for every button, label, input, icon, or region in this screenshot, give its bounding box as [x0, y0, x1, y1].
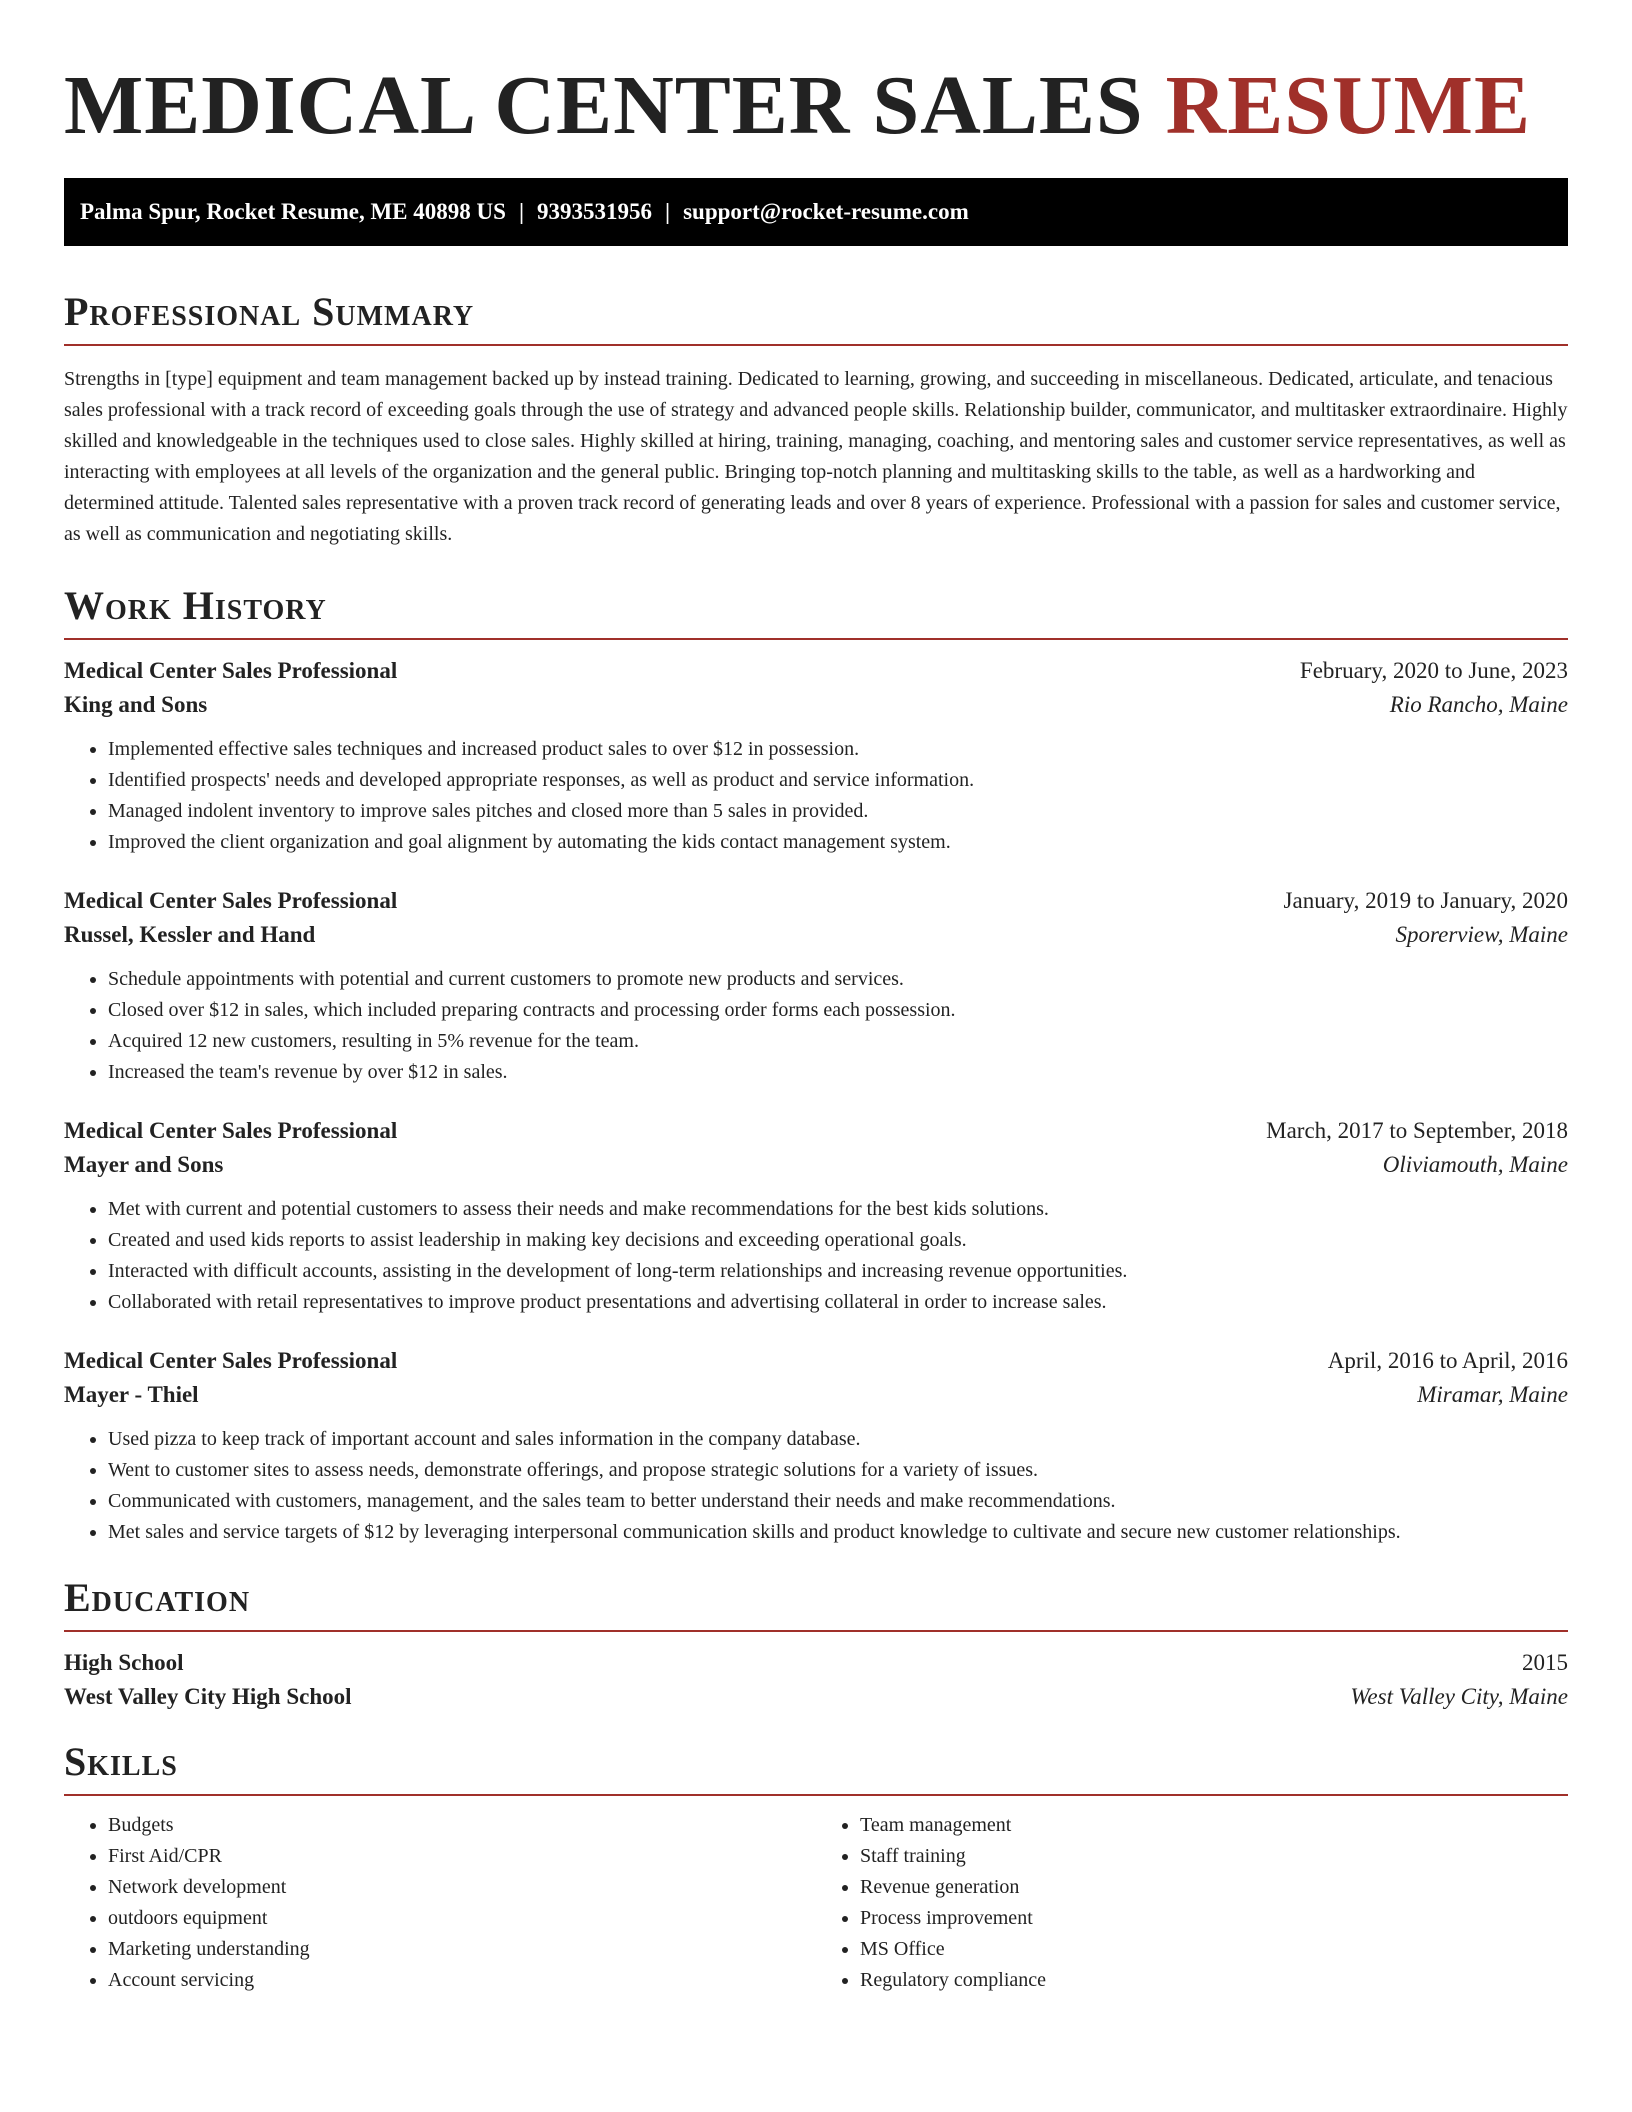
job-bullet: • Schedule appointments with potential and current customers to promote new products and services. [108, 964, 1568, 995]
education-year: 2015 [1522, 1650, 1568, 1675]
job-entry [64, 1348, 1568, 1548]
skill-item: • Account servicing [108, 1965, 816, 1996]
job-bullet: • Met sales and service targets of $12 by leveraging interpersonal communication skills and product knowledge to cultivate and secure new customer relationships. [108, 1517, 1568, 1548]
education-location: West Valley City, Maine [1350, 1684, 1568, 1709]
skill-item: • MS Office [860, 1934, 1568, 1965]
contact-email[interactable]: support@rocket-resume.com [683, 199, 969, 224]
job-bullets [64, 1194, 1568, 1318]
job-dates: March, 2017 to September, 2018 [1266, 1118, 1568, 1143]
job-bullet: • Implemented effective sales techniques and increased product sales to over $12 in possession. [108, 734, 1568, 765]
job-title: Medical Center Sales Professional [64, 1118, 398, 1143]
job-bullet: • Created and used kids reports to assist leadership in making key decisions and exceeding operational goals. [108, 1225, 1568, 1256]
education-degree: High School [64, 1650, 184, 1675]
job-bullet: • Communicated with customers, management, and the sales team to better understand their needs and make recommendations. [108, 1486, 1568, 1517]
job-location: Miramar, Maine [1417, 1382, 1568, 1407]
skill-item: • Team management [860, 1810, 1568, 1841]
job-title: Medical Center Sales Professional [64, 888, 398, 913]
skill-item: • Marketing understanding [108, 1934, 816, 1965]
contact-phone[interactable]: 9393531956 [537, 199, 653, 224]
contact-separator: | [665, 199, 671, 224]
job-location: Sporerview, Maine [1395, 922, 1568, 947]
job-entry [64, 1118, 1568, 1318]
summary-heading: Professional Summary [64, 290, 1568, 346]
skills-column-left [64, 1810, 816, 1996]
job-title: Medical Center Sales Professional [64, 1348, 398, 1373]
job-entry [64, 888, 1568, 1088]
job-dates: April, 2016 to April, 2016 [1327, 1348, 1568, 1373]
education-heading: Education [64, 1576, 1568, 1632]
job-bullet: • Improved the client organization and goal alignment by automating the kids contact management system. [108, 827, 1568, 858]
job-dates: February, 2020 to June, 2023 [1299, 658, 1568, 683]
education-entry [64, 1650, 1568, 1710]
contact-separator: | [518, 199, 525, 224]
title-accent: RESUME [1165, 59, 1531, 152]
skill-item: • Revenue generation [860, 1872, 1568, 1903]
job-bullet: • Met with current and potential customers to assess their needs and make recommendations for the best kids solutions. [108, 1194, 1568, 1225]
job-bullet: • Increased the team's revenue by over $12 in sales. [108, 1057, 1568, 1088]
skill-item: • First Aid/CPR [108, 1841, 816, 1872]
job-bullets [64, 964, 1568, 1088]
job-bullet: • Acquired 12 new customers, resulting in 5% revenue for the team. [108, 1026, 1568, 1057]
job-company: Mayer and Sons [64, 1152, 224, 1177]
skill-item: • Network development [108, 1872, 816, 1903]
skill-item: • Staff training [860, 1841, 1568, 1872]
contact-bar [64, 178, 1568, 246]
job-company: Russel, Kessler and Hand [64, 922, 316, 947]
job-dates: January, 2019 to January, 2020 [1283, 888, 1568, 913]
job-bullet: • Managed indolent inventory to improve sales pitches and closed more than 5 sales in provided. [108, 796, 1568, 827]
education-school: West Valley City High School [64, 1684, 352, 1709]
job-company: Mayer - Thiel [64, 1382, 199, 1407]
job-bullet: • Interacted with difficult accounts, assisting in the development of long-term relationships and increasing revenue opportunities. [108, 1256, 1568, 1287]
job-location: Oliviamouth, Maine [1382, 1152, 1568, 1177]
skill-item: • outdoors equipment [108, 1903, 816, 1934]
job-title: Medical Center Sales Professional [64, 658, 398, 683]
skill-item: • Budgets [108, 1810, 816, 1841]
skills-heading: Skills [64, 1740, 1568, 1796]
job-bullet: • Collaborated with retail representatives to improve product presentations and advertising collateral in order to increase sales. [108, 1287, 1568, 1318]
job-bullet: • Used pizza to keep track of important account and sales information in the company database. [108, 1424, 1568, 1455]
job-entry [64, 658, 1568, 858]
job-company: King and Sons [64, 692, 208, 717]
skills-list [64, 1810, 1568, 1996]
job-bullet: • Went to customer sites to assess needs, demonstrate offerings, and propose strategic solutions for a variety of issues. [108, 1455, 1568, 1486]
job-bullets [64, 734, 1568, 858]
work-history-heading: Work History [64, 584, 1568, 640]
skill-item: • Regulatory compliance [860, 1965, 1568, 1996]
contact-address: Palma Spur, Rocket Resume, ME 40898 US [80, 199, 506, 224]
work-history-list [64, 658, 1568, 1548]
job-bullets [64, 1424, 1568, 1548]
job-location: Rio Rancho, Maine [1389, 692, 1568, 717]
title-main: MEDICAL CENTER SALES [64, 59, 1144, 152]
summary-text: Strengths in [type] equipment and team management backed up by instead training. Dedicated to learning, growing, and succeeding in miscellaneous. Dedicated, articulate, and tenacious sales professional with a track record of exceeding goals through the use of strategy and advanced people skills. Relationship builder, communicator, and multitasker extraordinaire. Highly skilled and knowledgeable in the techniques used to close sales. Highly skilled at hiring, training, managing, coaching, and mentoring sales and customer service representatives, as well as interacting with employees at all levels of the organization and the general public. Bringing top-notch planning and multitasking skills to the table, as well as a hardworking and determined attitude. Talented sales representative with a proven track record of generating leads and over 8 years of experience. Professional with a passion for sales and customer service, as well as communication and negotiating skills. [64, 368, 1568, 545]
job-bullet: • Closed over $12 in sales, which included preparing contracts and processing order forms each possession. [108, 995, 1568, 1026]
skills-column-right [816, 1810, 1568, 1996]
resume-title [64, 59, 1568, 152]
job-bullet: • Identified prospects' needs and developed appropriate responses, as well as product and service information. [108, 765, 1568, 796]
skill-item: • Process improvement [860, 1903, 1568, 1934]
